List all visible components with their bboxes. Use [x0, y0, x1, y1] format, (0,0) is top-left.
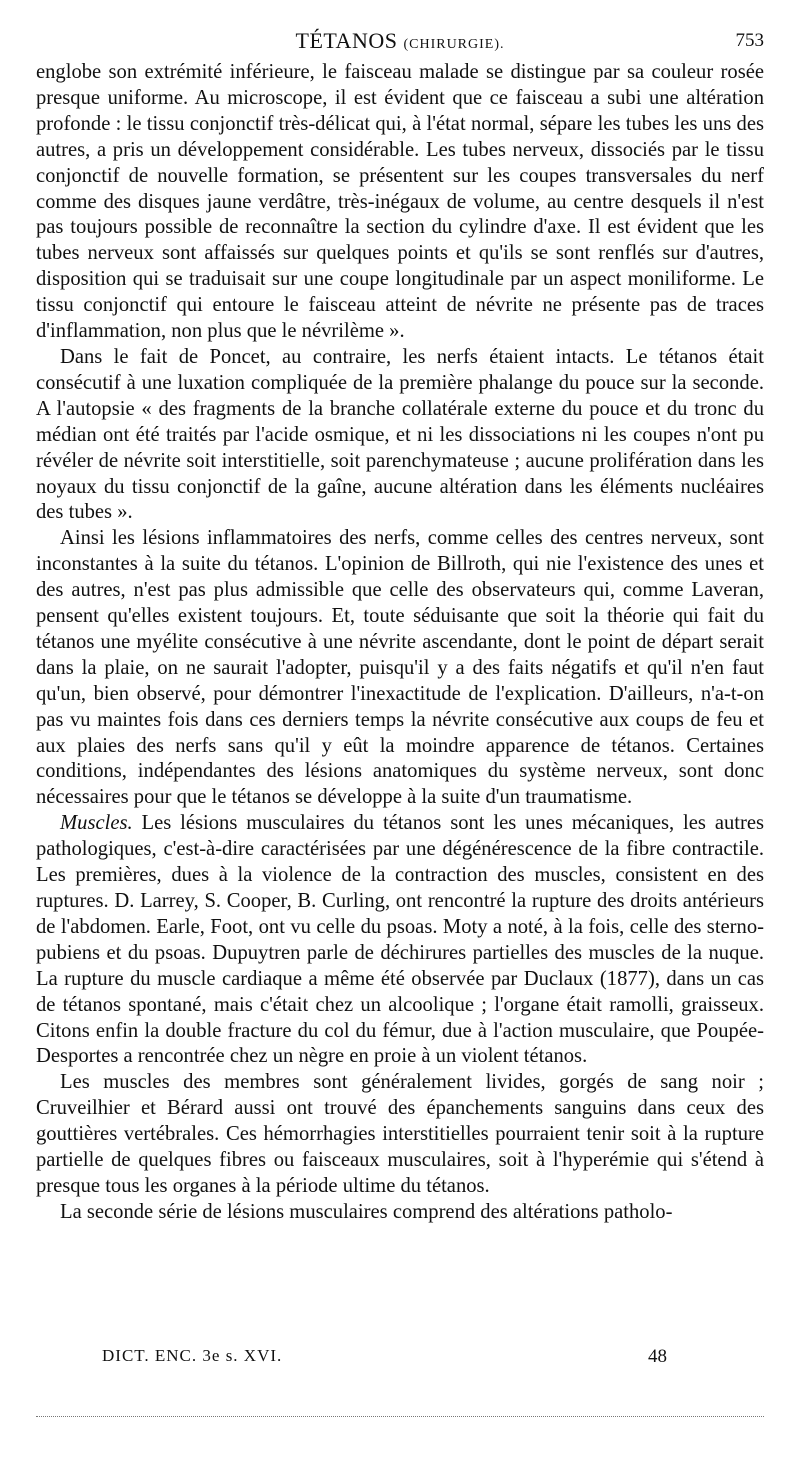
document-page: [36, 28, 764, 1448]
paragraph-4: [36, 811, 764, 1070]
body-text: [36, 60, 764, 1226]
paragraph-5-text: Les muscles des membres sont généralement livides, gorgés de sang noir ; Cruveilhier et Bérard aussi ont trouvé des épanchements sanguins dans ceux des gouttières vertébrales. Ces hémorrhagies interstitielles pourraient tenir soit à la rupture partielle de quelques fibres ou faisceaux musculaires, soit à l'hyperémie qui s'étend à presque tous les organes à la période ultime du tétanos.: [36, 1071, 764, 1197]
paragraph-6: [36, 1200, 764, 1226]
dotted-rule: [36, 1416, 764, 1417]
section-heading-muscles: Muscles.: [60, 812, 133, 835]
paragraph-6-text: La seconde série de lésions musculaires comprend des altérations patholo-: [60, 1200, 673, 1223]
page-footer: [36, 1346, 764, 1374]
signature-mark: DICT. ENC. 3e s. XVI.: [102, 1346, 283, 1365]
paragraph-3-text: Ainsi les lésions inflammatoires des nerfs, comme celles des centres nerveux, sont inconstantes à la suite du tétanos. L'opinion de Billroth, qui nie l'existence des unes et des autres, n'est pas plus admissible que celle des observateurs qui, comme Laveran, pensent qu'elles existent toujours. Et, toute séduisante que soit la théorie qui fait du tétanos une myélite consécutive à une névrite ascendante, dont le point de départ serait dans la plaie, on ne saurait l'adopter, puisqu'il y a des faits négatifs et qu'il n'en faut qu'un, bien observé, pour démontrer l'inexactitude de l'explication. D'ailleurs, n'a-t-on pas vu maintes fois dans ces derniers temps la névrite consécutive aux coups de feu et aux plaies des nerfs sans qu'il y eût la moindre apparence de tétanos. Certaines conditions, indépendantes des lésions anatomiques du système nerveux, sont donc nécessaires pour que le tétanos se développe à la suite d'un traumatisme.: [36, 527, 764, 809]
running-title: [36, 28, 764, 54]
running-title-subtitle: (CHIRURGIE).: [403, 37, 505, 52]
paragraph-4-text: Les lésions musculaires du tétanos sont les unes mécaniques, les autres pathologiques, c'est-à-dire caractérisées par une dégénérescence de la fibre contractile. Les premières, dues à la violence de la contraction des muscles, consistent en des ruptures. D. Larrey, S. Cooper, B. Curling, ont rencontré la rupture des droits antérieurs de l'abdomen. Earle, Foot, ont vu celle du psoas. Moty a noté, à la fois, celle des sterno-pubiens et du psoas. Dupuytren parle de déchirures partielles des muscles de la nuque. La rupture du muscle cardiaque a même été observée par Duclaux (1877), dans un cas de tétanos spontané, mais c'était chez un alcoolique ; l'organe était ramolli, graisseux. Citons enfin la double fracture du col du fémur, due à l'action musculaire, que Poupée-Desportes a rencontrée chez un nègre en proie à un violent tétanos.: [36, 812, 764, 1068]
running-title-main: TÉTANOS: [295, 28, 398, 53]
paragraph-1: [36, 60, 764, 345]
paragraph-5: [36, 1070, 764, 1200]
paragraph-2-text: Dans le fait de Poncet, au contraire, les nerfs étaient intacts. Le tétanos était consécutif à une luxation compliquée de la première phalange du pouce sur la seconde. A l'autopsie « des fragments de la branche collatérale externe du pouce et du tronc du médian ont été traités par l'acide osmique, et ni les dissociations ni les coupes n'ont pu révéler de névrite soit interstitielle, soit parenchymateuse ; aucune prolifération dans les noyaux du tissu conjonctif de la gaîne, aucune altération dans les éléments nucléaires des tubes ».: [36, 345, 764, 524]
running-header: [36, 28, 764, 58]
sheet-number: 48: [648, 1346, 667, 1367]
paragraph-1-text: englobe son extrémité inférieure, le faisceau malade se distingue par sa couleur rosée presque uniforme. Au microscope, il est évident que ce faisceau a subi une altération profonde : le tissu conjonctif très-délicat qui, à l'état normal, sépare les tubes les uns des autres, a pris un développement considérable. Les tubes nerveux, dissociés par le tissu conjonctif de nouvelle formation, se présentent sur les coupes transversales du nerf comme des disques jaune verdâtre, très-inégaux de volume, au centre desquels il n'est pas toujours possible de reconnaître la section du cylindre d'axe. Il est évident que les tubes nerveux sont affaissés sur quelques points et qu'ils se sont renflés sur d'autres, disposition qui se traduisait sur une coupe longitudinale par un aspect moniliforme. Le tissu conjonctif qui entoure le faisceau atteint de névrite ne présente pas de traces d'inflammation, non plus que le névrilème ».: [36, 61, 764, 343]
paragraph-2: [36, 345, 764, 526]
paragraph-3: [36, 526, 764, 811]
page-number: 753: [735, 30, 764, 51]
